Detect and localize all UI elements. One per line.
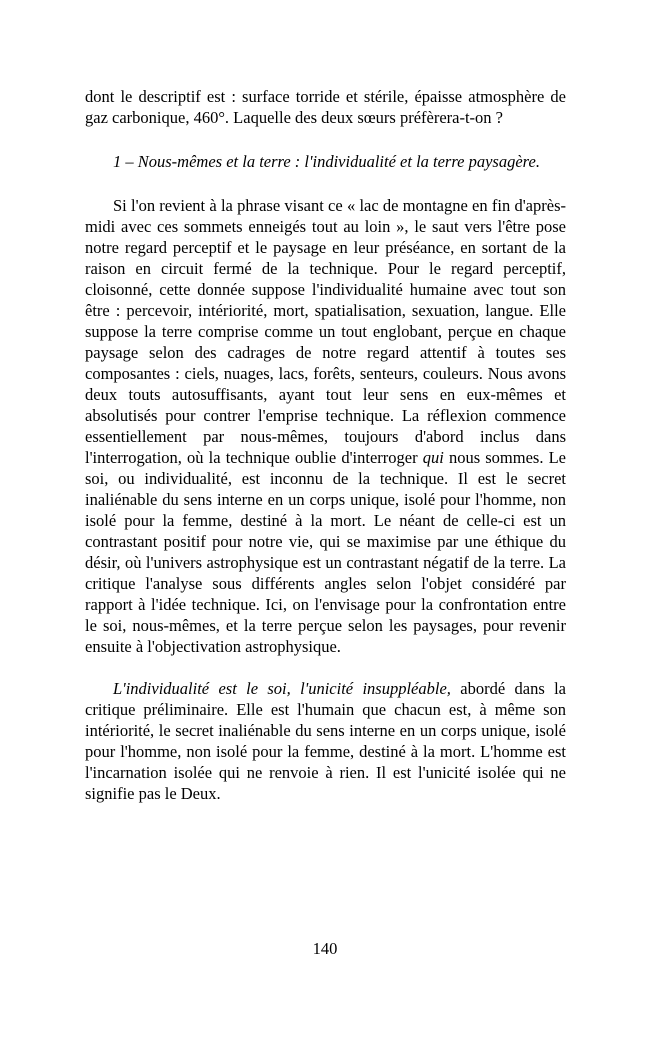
paragraph-continuation <box>85 86 566 128</box>
page-number: 140 <box>312 939 338 958</box>
paragraph-body <box>85 678 566 804</box>
text-segment: dont le descriptif est : surface torride et stérile, épaisse atmosphère de gaz carbonique, 460°. Laquelle des deux sœurs préfèrera-t-on ? <box>85 87 566 127</box>
paragraph-body <box>85 195 566 657</box>
text-block <box>85 86 566 804</box>
text-segment: nous sommes. Le soi, ou individualité, est inconnu de la technique. Il est le secret inaliénable du sens interne en un corps unique, isolé pour l'homme, non isolé pour la femme, destiné à la mort. Le néant de celle-ci est un contrastant positif pour notre vie, qui se maximise par une éthique du désir, où l'univers astrophysique est un contrastant négatif de la terre. La critique l'analyse sous différents angles selon l'objet considéré par rapport à l'idée technique. Ici, on l'envisage pour la confrontation entre le soi, nous-mêmes, et la terre perçue selon les paysages, pour revenir ensuite à l'objectivation astrophysique. <box>85 448 566 656</box>
section-heading <box>85 151 566 172</box>
text-segment-italic: qui <box>422 448 444 467</box>
text-segment-italic: L'individualité est le soi, l'unicité insuppléable, <box>113 679 451 698</box>
text-segment: Si l'on revient à la phrase visant ce « lac de montagne en fin d'après-midi avec ces sommets enneigés tout au loin », le saut vers l'être pose notre regard perceptif et le paysage en leur préséance, en sortant de la raison en circuit fermé de la technique. Pour le regard perceptif, cloisonné, cette donnée suppose l'individualité humaine avec tout son être : percevoir, intériorité, mort, spatialisation, sexuation, langue. Elle suppose la terre comprise comme un tout englobant, perçue en chaque paysage selon des cadrages de notre regard attentif à toutes ses composantes : ciels, nuages, lacs, forêts, senteurs, couleurs. Nous avons deux touts autosuffisants, ayant tout leur sens en eux-mêmes et absolutisés pour contrer l'emprise technique. La réflexion commence essentiellement par nous-mêmes, toujours d'abord inclus dans l'interrogation, où la technique oublie d'interroger <box>85 196 566 467</box>
text-segment: abordé dans la critique préliminaire. Elle est l'humain que chacun est, à même son intériorité, le secret inaliénable du sens interne en un corps unique, isolé pour l'homme, non isolé pour la femme, destiné à la mort. L'homme est l'incarnation isolée qui ne renvoie à rien. Il est l'unicité isolée qui ne signifie pas le Deux. <box>85 679 567 803</box>
text-segment: 1 – Nous-mêmes et la terre : l'individualité et la terre paysagère. <box>113 152 540 171</box>
